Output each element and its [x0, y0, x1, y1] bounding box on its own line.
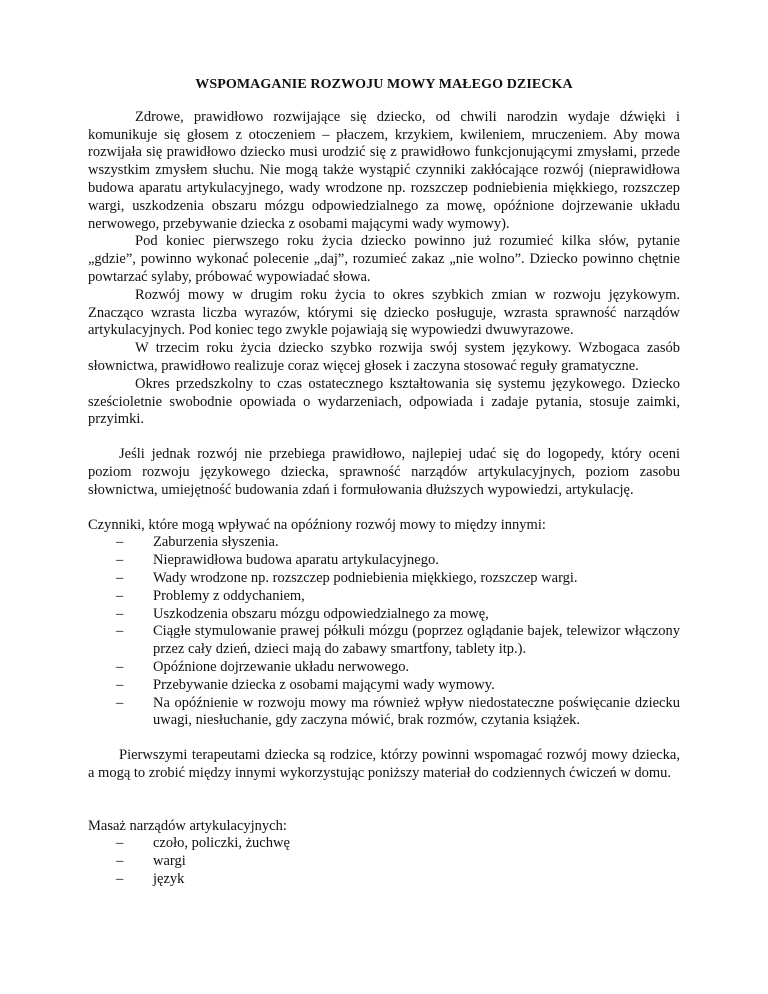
- parents-paragraph: Pierwszymi terapeutami dziecka są rodzice, którzy powinni wspomagać rozwój mowy dziecka, a mogą to zrobić między innymi wykorzystując poniższy materiał do codziennych ćwiczeń w domu.: [88, 747, 680, 781]
- dash-bullet-icon: –: [116, 853, 124, 870]
- list-item: [116, 853, 680, 871]
- list-item-text: Wady wrodzone np. rozszczep podniebienia miękkiego, rozszczep wargi.: [153, 569, 578, 586]
- logopeda-paragraph: Jeśli jednak rozwój nie przebiega prawidłowo, najlepiej udać się do logopedy, który oceni poziom rozwoju językowego dziecka, sprawność narządów artykulacyjnych, poziom zasobu słownictwa, umiejętność budowania zdań i formułowania dłuższych wypowiedzi, artykulację.: [88, 446, 680, 498]
- list-item: [116, 694, 680, 731]
- list-item-text: Uszkodzenia obszaru mózgu odpowiedzialnego za mowę,: [153, 605, 489, 622]
- document-page: [88, 76, 680, 889]
- dash-bullet-icon: –: [116, 605, 124, 622]
- list-item: [116, 676, 680, 695]
- intro-paragraph-5: Okres przedszkolny to czas ostatecznego kształtowania się systemu językowego. Dziecko sześcioletnie swobodnie opowiada o wydarzeniach, odpowiada i zadaje pytania, stosuje zaimki, przyimki.: [88, 375, 680, 428]
- list-item: [116, 835, 680, 853]
- intro-paragraph-3: Rozwój mowy w drugim roku życia to okres szybkich zmian w rozwoju językowym. Znacząco wzrasta liczba wyrazów, którymi się dziecko posługuje, wzrasta sprawność narządów artykulacyjnych. Pod koniec tego zwykle pojawiają się wypowiedzi dwuwyrazowe.: [88, 286, 680, 339]
- dash-bullet-icon: –: [116, 676, 124, 693]
- list-item-text: język: [153, 871, 185, 888]
- list-item-text: czoło, policzki, żuchwę: [153, 835, 290, 852]
- list-item-text: Problemy z oddychaniem,: [153, 587, 305, 604]
- factors-list: [88, 534, 680, 730]
- massage-list: [88, 835, 680, 888]
- spacer: [88, 783, 680, 818]
- intro-section: [88, 109, 680, 429]
- intro-paragraph-4: W trzecim roku życia dziecko szybko rozwija swój system językowy. Wzbogaca zasób słownictwa, prawidłowo realizuje coraz więcej głosek i zaczyna stosować reguły gramatyczne.: [88, 340, 680, 374]
- dash-bullet-icon: –: [116, 871, 124, 888]
- dash-bullet-icon: –: [116, 623, 124, 640]
- spacer: [88, 429, 680, 446]
- list-item-text: Na opóźnienie w rozwoju mowy ma również wpływ niedostateczne poświęcanie dziecku uwagi, niesłuchanie, gdy zaczyna mówić, brak rozmów, czytania książek.: [153, 694, 680, 729]
- list-item-text: Ciągłe stymulowanie prawej półkuli mózgu (poprzez oglądanie bajek, telewizor włączony przez cały dzień, dzieci mają do zabawy smartfony, tablety itp.).: [153, 623, 680, 658]
- list-item-text: Zaburzenia słyszenia.: [153, 534, 279, 551]
- spacer: [88, 500, 680, 517]
- dash-bullet-icon: –: [116, 534, 124, 551]
- list-item: [116, 658, 680, 677]
- list-item: [116, 871, 680, 889]
- list-item: [116, 569, 680, 588]
- dash-bullet-icon: –: [116, 587, 124, 604]
- list-item: [116, 534, 680, 552]
- intro-paragraph-1: Zdrowe, prawidłowo rozwijające się dziecko, od chwili narodzin wydaje dźwięki i komunikuje się głosem z otoczeniem – płaczem, krzykiem, kwileniem, mruczeniem. Aby mowa rozwijała się prawidłowo dziecko musi urodzić się z prawidłowo funkcjonującymi zmysłami, przede wszystkim zmysłem słuchu. Nie mogą także wystąpić czynniki zakłócające rozwój (nieprawidłowa budowa aparatu artykulacyjnego, wady wrodzone np. rozszczep podniebienia miękkiego, rozszczep wargi, uszkodzenia obszaru mózgu odpowiedzialnego za mowę, opóźnione dojrzewanie układu nerwowego, przebywanie dziecka z osobami mającymi wady wymowy).: [88, 108, 680, 232]
- massage-intro: Masaż narządów artykulacyjnych:: [88, 817, 287, 834]
- list-item: [116, 623, 680, 659]
- intro-paragraph-2: Pod koniec pierwszego roku życia dziecko powinno już rozumieć kilka słów, pytanie „gdzie”, powinno wykonać polecenie „daj”, rozumieć zakaz „nie wolno”. Dziecko powinno chętnie powtarzać sylaby, próbować wypowiadać słowa.: [88, 233, 680, 285]
- list-item-text: Przebywanie dziecka z osobami mającymi wady wymowy.: [153, 676, 495, 693]
- list-item-text: Nieprawidłowa budowa aparatu artykulacyjnego.: [153, 552, 439, 569]
- list-item: [116, 552, 680, 570]
- dash-bullet-icon: –: [116, 658, 124, 675]
- dash-bullet-icon: –: [116, 694, 124, 711]
- list-item: [116, 605, 680, 624]
- spacer: [88, 730, 680, 747]
- dash-bullet-icon: –: [116, 552, 124, 569]
- list-item-text: Opóźnione dojrzewanie układu nerwowego.: [153, 658, 410, 675]
- list-item-text: wargi: [153, 853, 186, 870]
- dash-bullet-icon: –: [116, 835, 124, 852]
- factors-intro: Czynniki, które mogą wpływać na opóźniony rozwój mowy to między innymi:: [88, 516, 546, 533]
- list-item: [116, 587, 680, 606]
- document-title: WSPOMAGANIE ROZWOJU MOWY MAŁEGO DZIECKA: [195, 77, 573, 92]
- dash-bullet-icon: –: [116, 569, 124, 586]
